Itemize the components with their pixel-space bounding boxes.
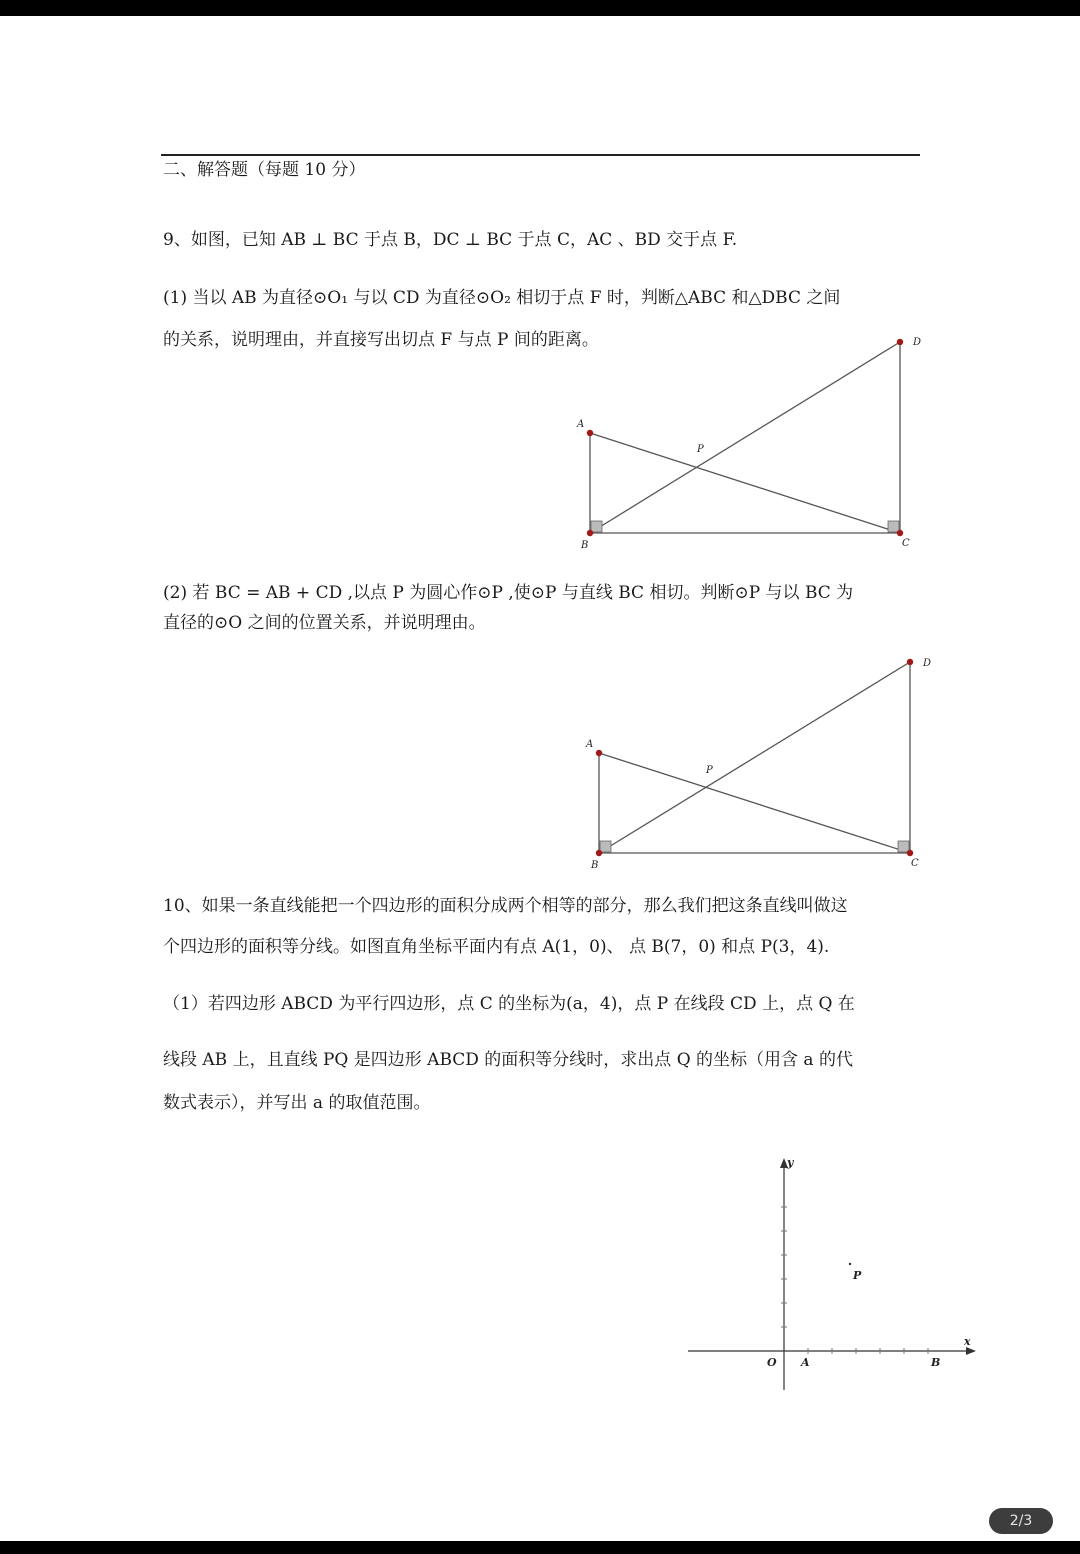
- bottom-bar: [0, 1541, 1080, 1554]
- q10-line2: 个四边形的面积等分线。如图直角坐标平面内有点 A(1，0)、 点 B(7，0) 和点 P(3，4).: [163, 937, 830, 957]
- segment-BD: [599, 662, 910, 853]
- label-O: O: [767, 1356, 777, 1369]
- q9-figure-2: [580, 650, 940, 875]
- segment-BD: [590, 342, 900, 533]
- point-D: [897, 339, 903, 345]
- top-bar: [0, 0, 1080, 16]
- label-D: D: [923, 658, 932, 669]
- point-P: [849, 1263, 851, 1265]
- label-B: B: [591, 860, 599, 871]
- label-A: A: [586, 739, 594, 750]
- point-A: [587, 430, 593, 436]
- label-P: P: [853, 1269, 862, 1282]
- right-angle-B: [591, 521, 602, 532]
- q9-part1-line2: 的关系，说明理由，并直接写出切点 F 与点 P 间的距离。: [163, 330, 599, 350]
- label-D: D: [913, 337, 922, 348]
- label-A: A: [577, 419, 585, 430]
- point-A: [596, 750, 602, 756]
- segment-AC: [590, 433, 900, 533]
- right-angle-C: [898, 841, 909, 852]
- header-rule: [161, 154, 920, 156]
- x-axis-arrow: [966, 1347, 976, 1355]
- label-C: C: [911, 858, 919, 869]
- q10-part1-line1: （1）若四边形 ABCD 为平行四边形，点 C 的坐标为(a，4)，点 P 在线段 CD 上，点 Q 在: [163, 994, 855, 1014]
- page-indicator: 2/3: [989, 1508, 1053, 1534]
- segment-AC: [599, 753, 910, 853]
- q10-part1-line3: 数式表示），并写出 a 的取值范围。: [163, 1093, 431, 1113]
- q9-part2-line2: 直径的⊙O 之间的位置关系，并说明理由。: [163, 613, 486, 633]
- label-y: y: [787, 1156, 794, 1169]
- point-B: [587, 530, 593, 536]
- point-C: [907, 850, 913, 856]
- q9-stem: 9、如图，已知 AB ⊥ BC 于点 B，DC ⊥ BC 于点 C，AC 、BD 交于点 F.: [163, 230, 738, 250]
- q10-part1-line2: 线段 AB 上，且直线 PQ 是四边形 ABCD 的面积等分线时，求出点 Q 的坐标（用含 a 的代: [163, 1050, 853, 1070]
- q10-coordinate-figure: [680, 1150, 990, 1400]
- label-A: A: [801, 1356, 810, 1369]
- q9-part1-line1: (1) 当以 AB 为直径⊙O₁ 与以 CD 为直径⊙O₂ 相切于点 F 时，判断△ABC 和△DBC 之间: [163, 288, 841, 308]
- right-angle-C: [888, 521, 899, 532]
- q10-line1: 10、如果一条直线能把一个四边形的面积分成两个相等的部分，那么我们把这条直线叫做这: [163, 896, 848, 916]
- label-x: x: [964, 1335, 971, 1348]
- label-P: P: [697, 444, 704, 455]
- point-D: [907, 659, 913, 665]
- q9-figure-1: [570, 330, 930, 555]
- label-B: B: [581, 540, 589, 551]
- point-B: [596, 850, 602, 856]
- label-P: P: [706, 765, 713, 776]
- label-C: C: [902, 538, 910, 549]
- point-C: [897, 530, 903, 536]
- section-heading: 二、解答题（每题 10 分）: [163, 160, 366, 180]
- label-B: B: [931, 1356, 941, 1369]
- right-angle-B: [600, 841, 611, 852]
- q9-part2-line1: (2) 若 BC = AB + CD ,以点 P 为圆心作⊙P ,使⊙P 与直线 BC 相切。判断⊙P 与以 BC 为: [163, 583, 854, 603]
